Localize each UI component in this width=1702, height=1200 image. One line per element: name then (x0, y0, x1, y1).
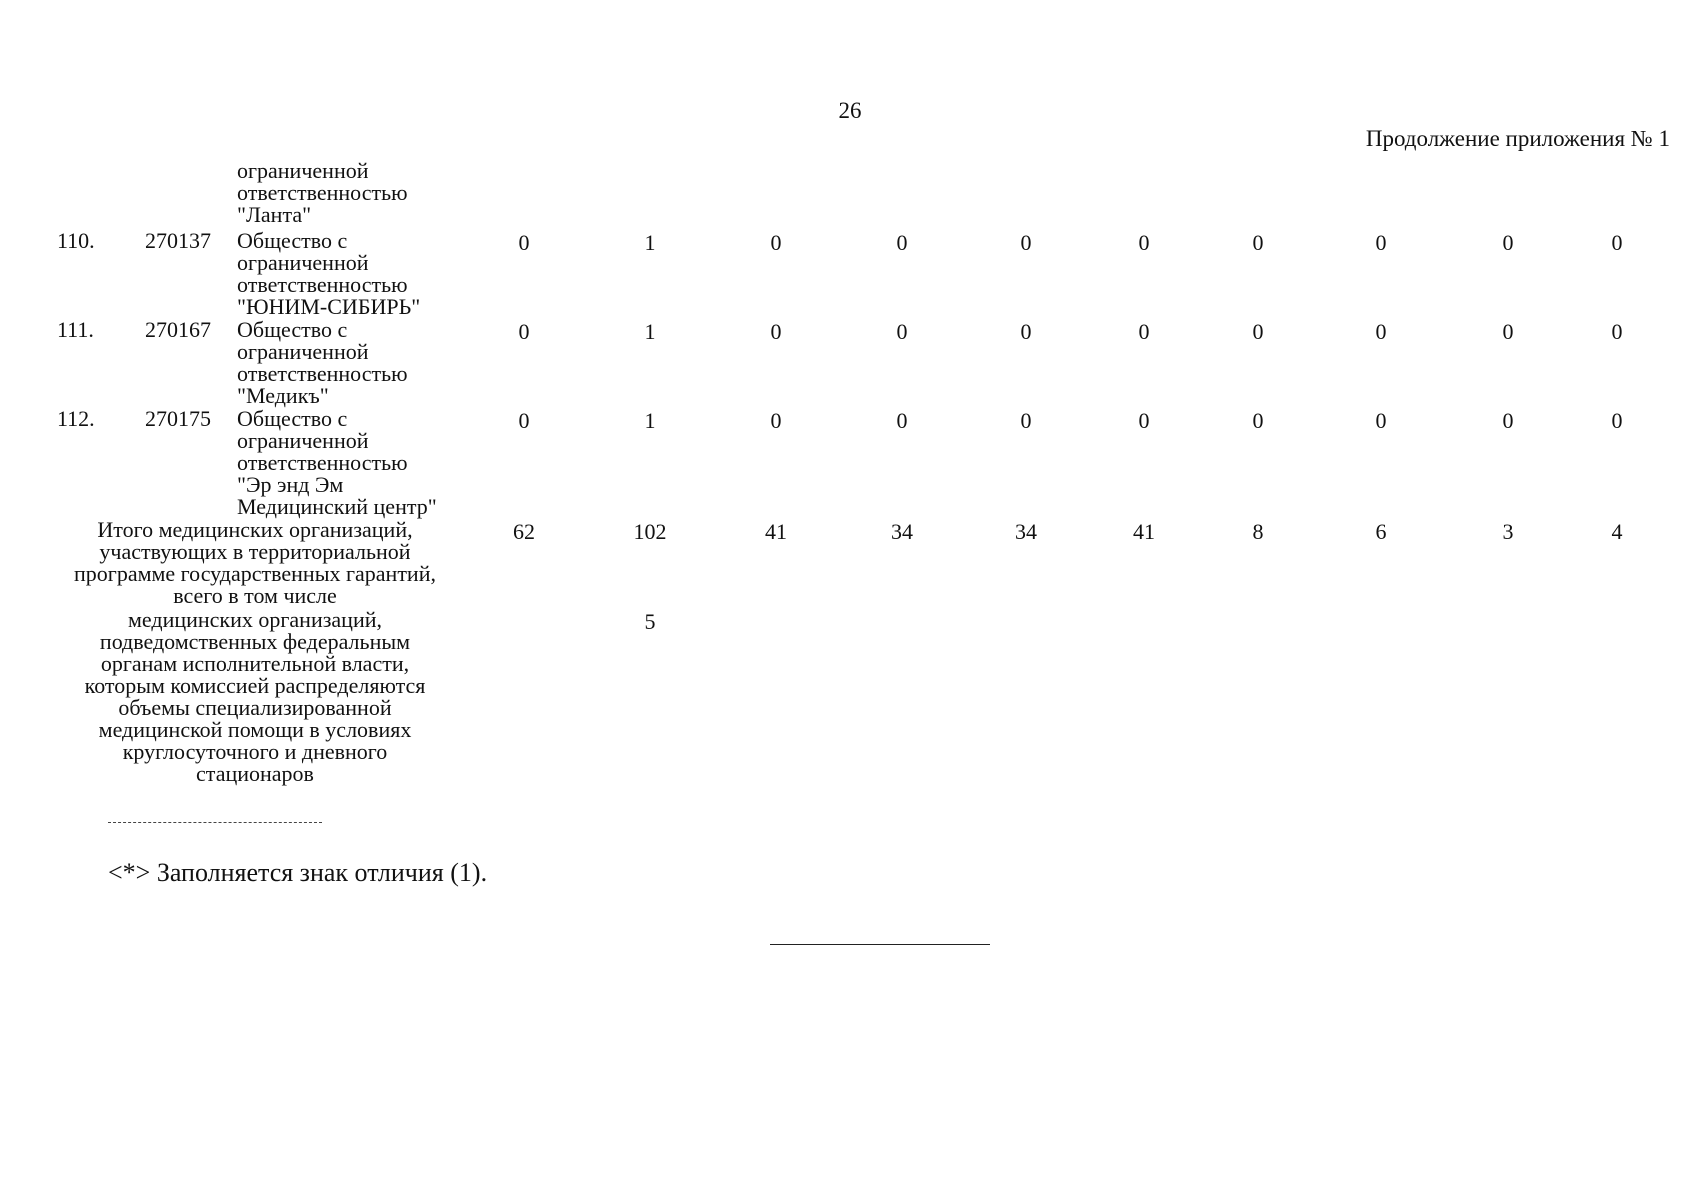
row-code: 270167 (145, 317, 211, 342)
org-name: Общество с ограниченной ответственностью "Медикъ" (237, 317, 408, 408)
value-cell: 0 (518, 408, 530, 433)
total-value: 34 (1015, 519, 1037, 544)
value-cell: 0 (1020, 408, 1032, 433)
value-cell: 0 (896, 230, 908, 255)
value-cell: 0 (896, 319, 908, 344)
row-number: 111. (57, 317, 94, 342)
value-cell: 0 (1375, 230, 1387, 255)
footnote: <*> Заполняется знак отличия (1). (108, 858, 488, 887)
total-value: 3 (1502, 519, 1514, 544)
org-name: Общество с ограниченной ответственностью "ЮНИМ-СИБИРЬ" (237, 228, 421, 319)
value-cell: 0 (1502, 319, 1514, 344)
value-cell: 0 (1138, 230, 1150, 255)
value-cell: 0 (1138, 408, 1150, 433)
value-cell: 0 (1375, 319, 1387, 344)
document-end-line (770, 944, 990, 945)
row-code: 270175 (145, 406, 211, 431)
federal-value: 5 (644, 609, 656, 634)
total-value: 41 (765, 519, 787, 544)
page-number: 26 (838, 98, 862, 123)
value-cell: 0 (1020, 319, 1032, 344)
total-value: 102 (633, 519, 667, 544)
value-cell: 0 (1252, 319, 1264, 344)
total-value: 34 (891, 519, 913, 544)
value-cell: 0 (1020, 230, 1032, 255)
org-name: Общество с ограниченной ответственностью "Эр энд Эм Медицинский центр" (237, 406, 437, 519)
value-cell: 0 (1502, 230, 1514, 255)
footnote-divider (108, 822, 322, 823)
continuation-header: Продолжение приложения № 1 (1365, 126, 1670, 151)
value-cell: 0 (1375, 408, 1387, 433)
value-cell: 0 (1252, 408, 1264, 433)
value-cell: 0 (1611, 230, 1623, 255)
value-cell: 0 (1611, 319, 1623, 344)
total-value: 6 (1375, 519, 1387, 544)
org-name-carryover: ограниченной ответственностью "Ланта" (237, 158, 408, 227)
total-value: 62 (513, 519, 535, 544)
value-cell: 1 (644, 230, 656, 255)
value-cell: 0 (518, 319, 530, 344)
value-cell: 1 (644, 319, 656, 344)
row-number: 110. (57, 228, 95, 253)
value-cell: 0 (1252, 230, 1264, 255)
value-cell: 0 (770, 319, 782, 344)
value-cell: 0 (770, 408, 782, 433)
total-value: 4 (1611, 519, 1623, 544)
value-cell: 0 (896, 408, 908, 433)
row-number: 112. (57, 406, 95, 431)
total-label: Итого медицинских организаций, участвующих в территориальной программе государственных гарантий, всего в том числе (74, 517, 436, 608)
federal-label: медицинских организаций, подведомственных федеральным органам исполнительной власти, которым комиссией распределяются объемы специализированной медицинской помощи в условиях круглосуточного и дневного стационаров (84, 607, 426, 786)
total-value: 41 (1133, 519, 1155, 544)
value-cell: 0 (1611, 408, 1623, 433)
value-cell: 0 (770, 230, 782, 255)
total-value: 8 (1252, 519, 1264, 544)
value-cell: 0 (1502, 408, 1514, 433)
value-cell: 0 (518, 230, 530, 255)
row-code: 270137 (145, 228, 211, 253)
value-cell: 1 (644, 408, 656, 433)
value-cell: 0 (1138, 319, 1150, 344)
